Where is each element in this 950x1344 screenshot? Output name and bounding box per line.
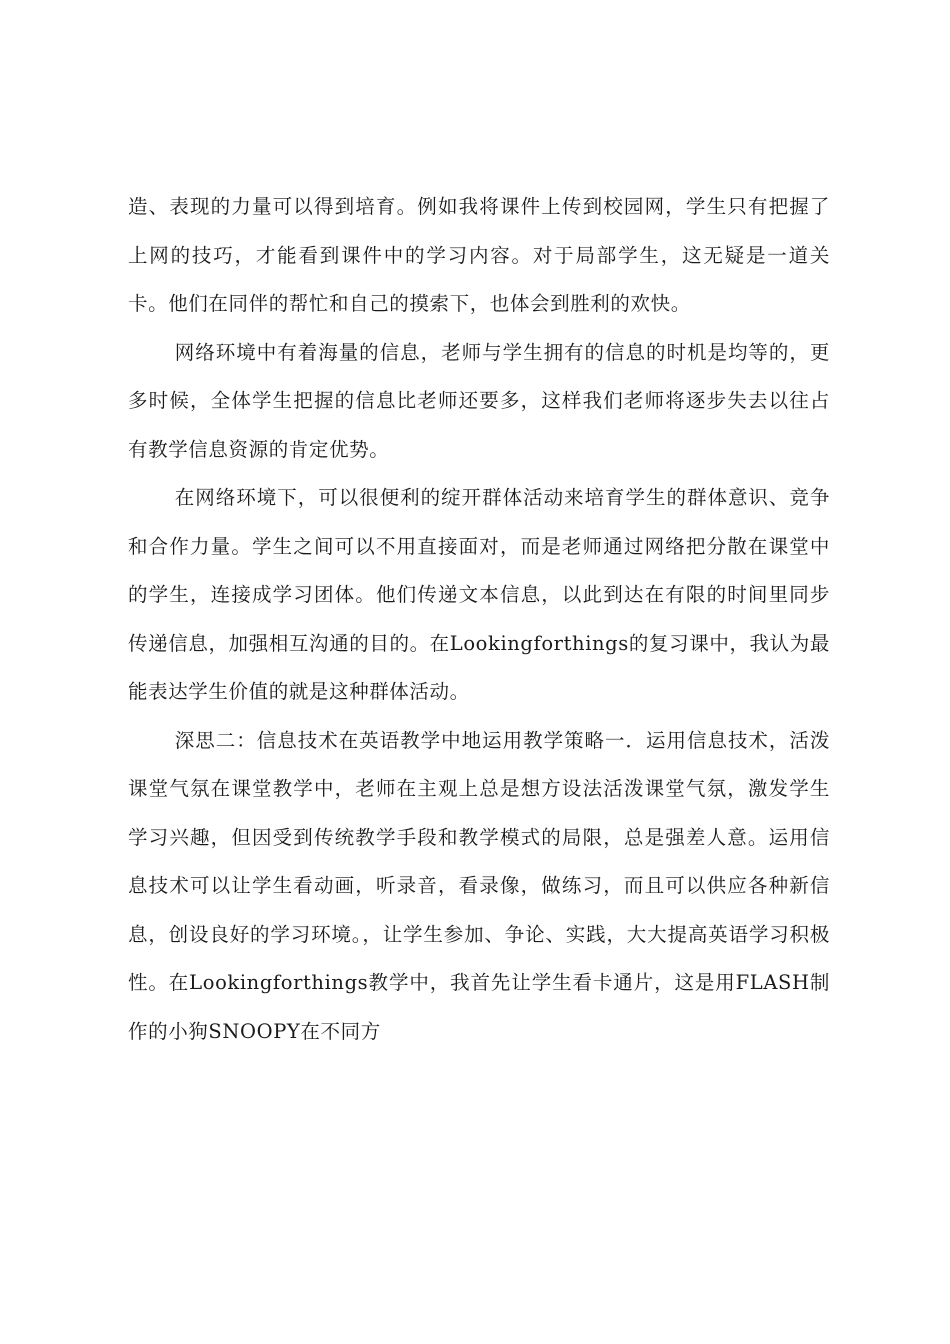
document-page [128,183,830,1056]
paragraph-continuation: 造、表现的力量可以得到培育。例如我将课件上传到校园网，学生只有把握了上网的技巧，才能看到课件中的学习内容。对于局部学生，这无疑是一道关卡。他们在同伴的帮忙和自己的摸索下，也体会到胜利的欢快。 [128,195,830,315]
paragraph-network-information: 网络环境中有着海量的信息，老师与学生拥有的信息的时机是均等的，更多时候，全体学生把握的信息比老师还要多，这样我们老师将逐步失去以往占有教学信息资源的肯定优势。 [128,340,830,461]
paragraph-group-activities: 在网络环境下，可以很便利的绽开群体活动来培育学生的群体意识、竞争和合作力量。学生之间可以不用直接面对，而是老师通过网络把分散在课堂中的学生，连接成学习团体。他们传递文本信息，以此到达在有限的时间里同步传递信息，加强相互沟通的目的。在Lookingforthings的复习课中，我认为最能表达学生价值的就是这种群体活动。 [128,486,830,703]
paragraph-reflection-two: 深思二：信息技术在英语教学中地运用教学策略一．运用信息技术，活泼课堂气氛在课堂教学中，老师在主观上总是想方设法活泼课堂气氛，激发学生学习兴趣，但因受到传统教学手段和教学模式的局限，总是强差人意。运用信息技术可以让学生看动画，听录音，看录像，做练习，而且可以供应各种新信息，创设良好的学习环境。，让学生参加、争论、实践，大大提高英语学习积极性。在Lookingforthings教学中，我首先让学生看卡通片，这是用FLASH制作的小狗SNOOPY在不同方 [128,728,830,1043]
